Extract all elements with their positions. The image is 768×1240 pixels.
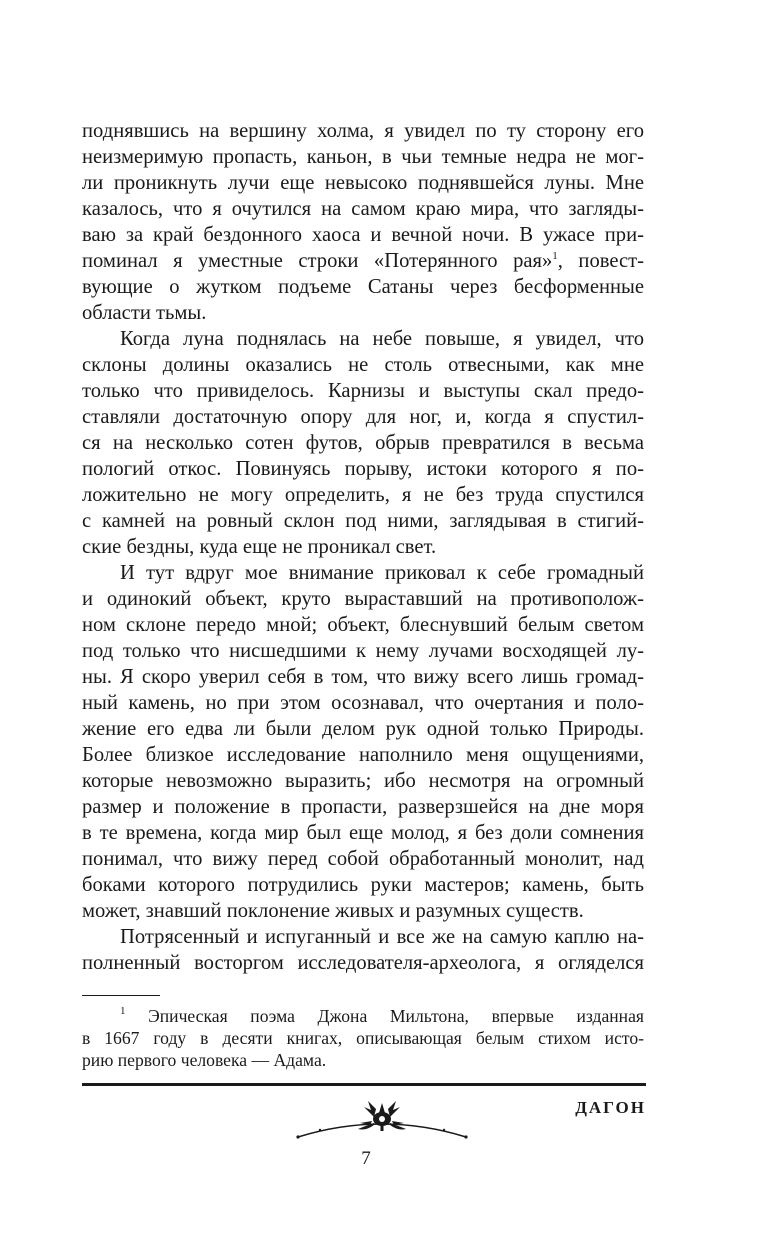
text-line: склоны долины оказались не столь отвесными, как мне: [82, 354, 644, 376]
footnote-reference[interactable]: 1: [552, 250, 558, 262]
text-line: может, знавший поклонение живых и разумных существ.: [82, 900, 584, 922]
text-line: ваю за край бездонного хаоса и вечной ночи. В ужасе при-: [82, 224, 644, 246]
text-line: ложительно не могу определить, я не без труда спустился: [82, 484, 644, 506]
text-line: казалось, что я очутился на самом краю мира, что загляды-: [82, 198, 644, 220]
text-line: полненный восторгом исследователя-археолога, я огляделся: [82, 952, 644, 974]
text-line: ские бездны, куда еще не проникал свет.: [82, 536, 437, 558]
text-fragment: , повест-: [557, 250, 644, 272]
text-line-with-footnote-ref: [82, 248, 644, 274]
page-number: 7: [361, 1148, 371, 1169]
text-line: размер и положение в пропасти, разверзшейся на дне моря: [82, 796, 644, 818]
footer-rule: [82, 1083, 646, 1086]
footnote-text: Эпическая поэма Джона Мильтона, впервые изданная: [148, 1006, 644, 1026]
text-line: жение его едва ли были делом рук одной только Природы.: [82, 718, 644, 740]
text-line: ны. Я скоро уверил себя в том, что вижу всего лишь громад-: [82, 666, 644, 688]
text-line: области тьмы.: [82, 302, 207, 324]
footnote-line: [120, 1005, 644, 1027]
text-line: понимал, что вижу перед собой обработанный монолит, над: [82, 848, 644, 870]
text-line: ся на несколько сотен футов, обрыв превратился в весьма: [82, 432, 644, 454]
text-line: поднявшись на вершину холма, я увидел по ту сторону его: [82, 120, 644, 142]
text-line: ли проникнуть лучи еще невысоко поднявшейся луны. Мне: [82, 172, 644, 194]
footnote-line: рию первого человека — Адама.: [82, 1050, 327, 1070]
text-line: Более близкое исследование наполнило меня ощущениями,: [82, 744, 644, 766]
text-line: Когда луна поднялась на небе повыше, я увидел, что: [120, 328, 644, 350]
text-fragment: поминал я уместные строки «Потерянного рая»: [82, 250, 553, 272]
text-line: вующие о жутком подъеме Сатаны через бесформенные: [82, 276, 644, 298]
thistle-ornament-icon: [296, 1097, 468, 1153]
text-line: пологий откос. Повинуясь порыву, истоки которого я по-: [82, 458, 644, 480]
text-line: и одинокий объект, круто выраставший на противополож-: [82, 588, 644, 610]
text-line: ставляли достаточную опору для ног, и, когда я спустил-: [82, 406, 644, 428]
footnote-marker: 1: [120, 1005, 126, 1017]
footnote-divider: [82, 995, 160, 996]
text-line: ный камень, но при этом осознавал, что очертания и поло-: [82, 692, 644, 714]
text-line: боками которого потрудились руки мастеров; камень, быть: [82, 874, 644, 896]
text-line: в те времена, когда мир был еще молод, я без доли сомнения: [82, 822, 644, 844]
footnote-line: в 1667 году в десяти книгах, описывающая белым стихом исто-: [82, 1028, 644, 1048]
text-line: с камней на ровный склон под ними, заглядывая в стигий-: [82, 510, 644, 532]
text-line: ном склоне передо мной; объект, блеснувший белым светом: [82, 614, 644, 636]
running-title: ДАГОН: [575, 1098, 646, 1117]
text-line: которые невозможно выразить; ибо несмотря на огромный: [82, 770, 644, 792]
text-line: И тут вдруг мое внимание приковал к себе громадный: [120, 562, 644, 584]
text-line: только что привиделось. Карнизы и выступы скал предо-: [82, 380, 644, 402]
text-line: под только что нисшедшими к нему лучами восходящей лу-: [82, 640, 644, 662]
text-line: Потрясенный и испуганный и все же на самую каплю на-: [120, 926, 644, 948]
text-line: неизмеримую пропасть, каньон, в чьи темные недра не мог-: [82, 146, 644, 168]
